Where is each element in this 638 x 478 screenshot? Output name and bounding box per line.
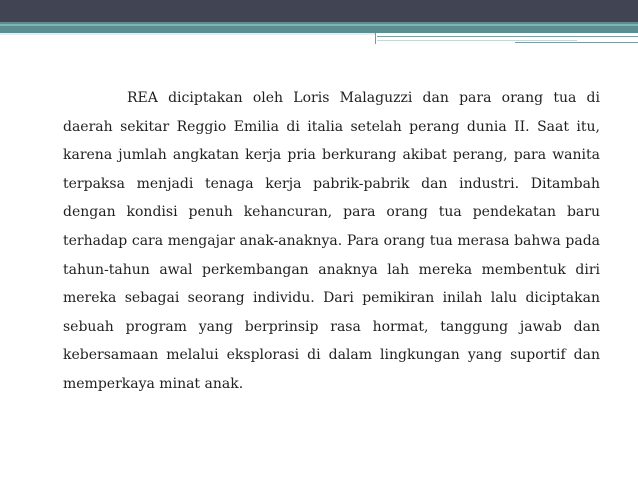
header-tab-rule — [377, 36, 638, 37]
header-accent-line — [0, 24, 638, 26]
header-tab-rule-short — [515, 42, 638, 43]
body-paragraph: REA diciptakan oleh Loris Malaguzzi dan para orang tua di daerah sekitar Reggio Emilia di italia setelah perang dunia II. Saat itu, karena jumlah angkatan kerja pria berkurang akibat perang, para wanita terpaksa menjadi tenaga kerja pabrik-pabrik dan industri. Ditambah dengan kondisi penuh kehancuran, para orang tua pendekatan baru terhadap cara mengajar anak-anaknya. Para orang tua merasa bahwa pada tahun-tahun awal perkembangan anaknya lah mereka membentuk diri mereka sebagai seorang individu. Dari pemikiran inilah lalu diciptakan sebuah program yang berprinsip rasa hormat, tanggung jawab dan kebersamaan melalui eksplorasi di dalam lingkungan yang suportif dan memperkaya minat anak. — [63, 90, 600, 392]
header-bar — [0, 0, 638, 22]
header-tab-rule-light — [377, 40, 577, 41]
